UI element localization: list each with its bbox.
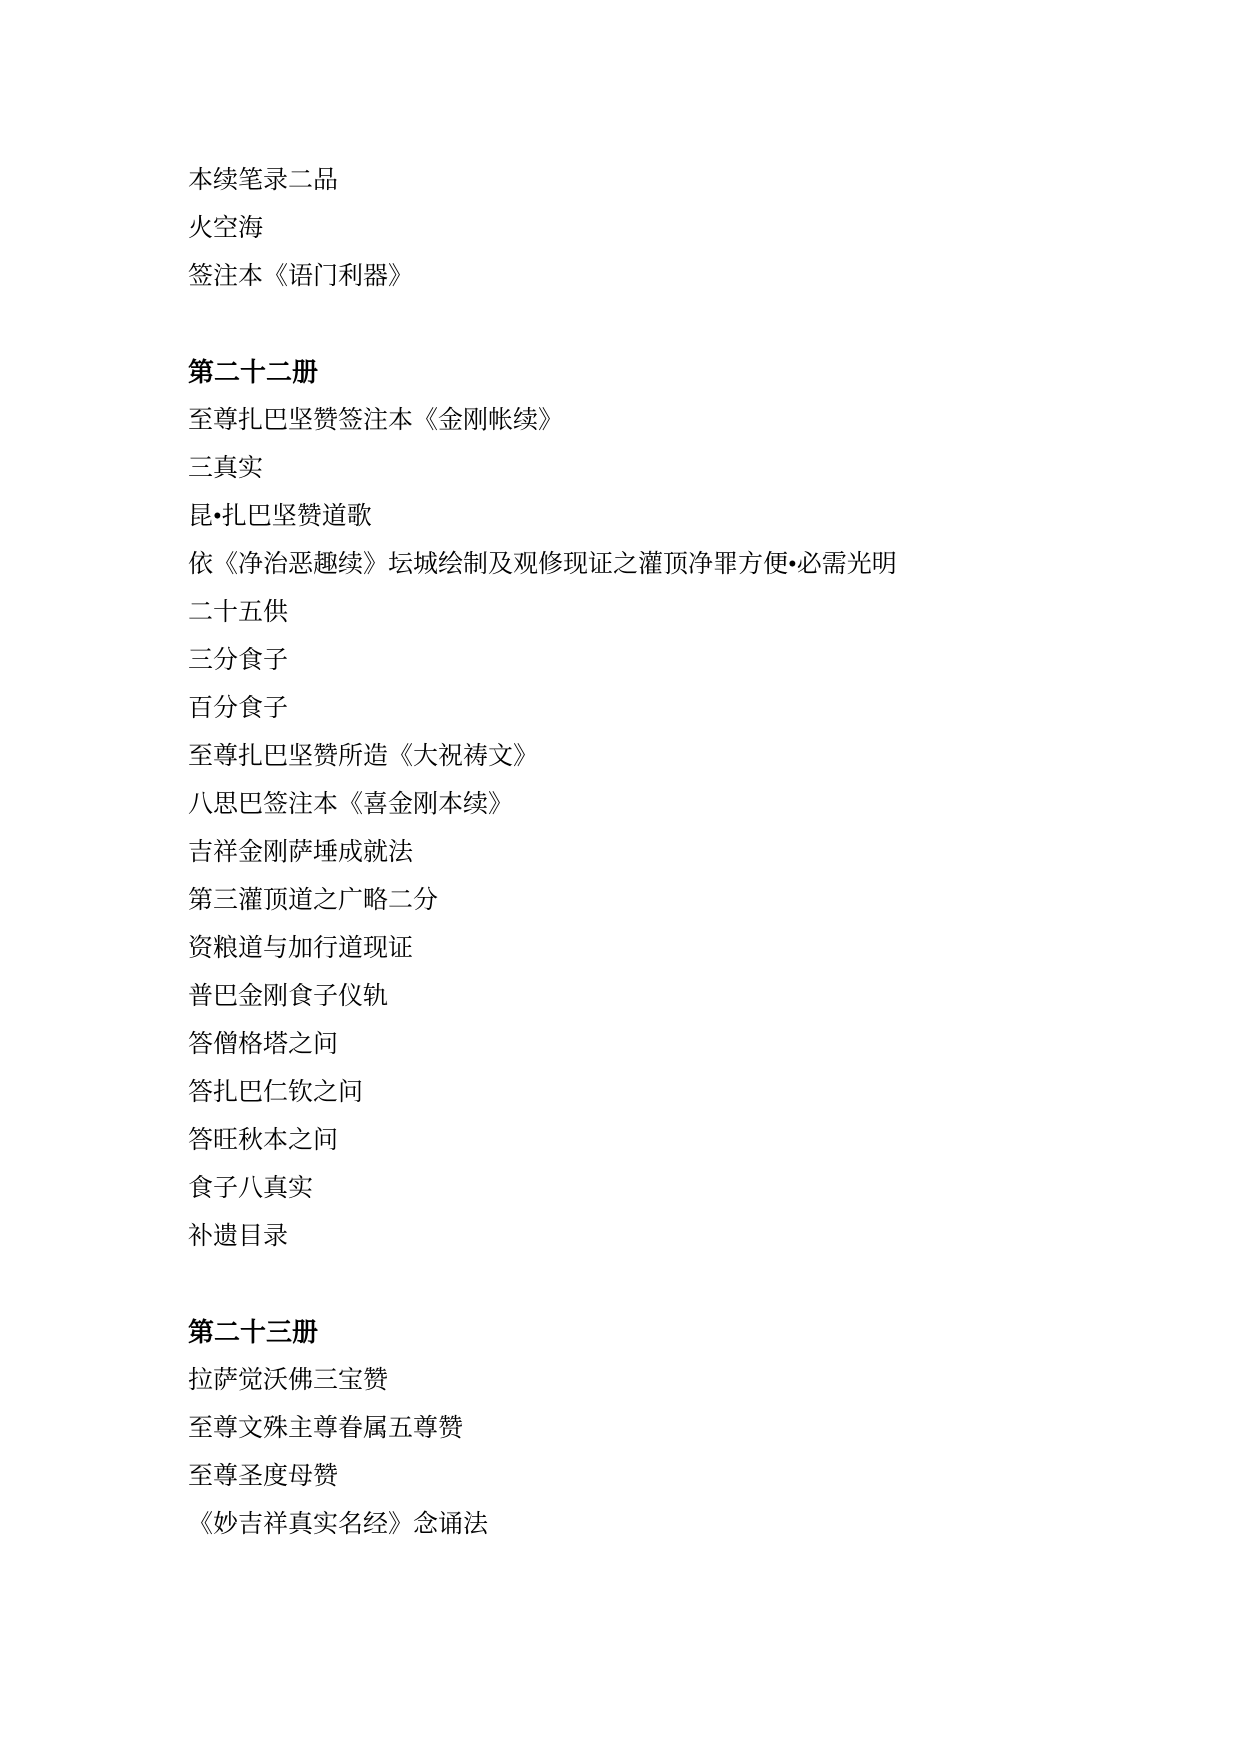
toc-line: 至尊扎巴坚赞所造《大祝祷文》 bbox=[188, 743, 539, 770]
toc-section bbox=[188, 1309, 1180, 1549]
toc-line: 普巴金刚食子仪轨 bbox=[188, 983, 389, 1010]
toc-line: 三真实 bbox=[188, 455, 264, 482]
toc-line: 昆•扎巴坚赞道歌 bbox=[188, 503, 372, 530]
document-content bbox=[188, 157, 1180, 1549]
toc-line: 至尊圣度母赞 bbox=[188, 1463, 339, 1490]
toc-line: 《妙吉祥真实名经》念诵法 bbox=[188, 1511, 489, 1538]
toc-line: 二十五供 bbox=[188, 599, 289, 626]
toc-line: 第三灌顶道之广略二分 bbox=[188, 887, 439, 914]
toc-line: 百分食子 bbox=[188, 695, 289, 722]
toc-line: 资粮道与加行道现证 bbox=[188, 935, 414, 962]
toc-line: 答旺秋本之问 bbox=[188, 1127, 339, 1154]
section-heading: 第二十二册 bbox=[188, 358, 319, 387]
toc-line: 三分食子 bbox=[188, 647, 289, 674]
toc-line: 答僧格塔之问 bbox=[188, 1031, 339, 1058]
toc-line: 依《净治恶趣续》坛城绘制及观修现证之灌顶净罪方便•必需光明 bbox=[188, 551, 897, 578]
toc-section bbox=[188, 157, 1180, 301]
toc-section bbox=[188, 349, 1180, 1261]
toc-line: 食子八真实 bbox=[188, 1175, 314, 1202]
toc-line: 八思巴签注本《喜金刚本续》 bbox=[188, 791, 514, 818]
toc-line: 至尊文殊主尊眷属五尊赞 bbox=[188, 1415, 464, 1442]
toc-line: 答扎巴仁钦之问 bbox=[188, 1079, 364, 1106]
toc-line: 拉萨觉沃佛三宝赞 bbox=[188, 1367, 389, 1394]
toc-line: 吉祥金刚萨埵成就法 bbox=[188, 839, 414, 866]
toc-line: 签注本《语门利器》 bbox=[188, 263, 414, 290]
toc-line: 火空海 bbox=[188, 215, 264, 242]
toc-line: 补遗目录 bbox=[188, 1223, 289, 1250]
section-heading: 第二十三册 bbox=[188, 1318, 319, 1347]
toc-line: 本续笔录二品 bbox=[188, 167, 339, 194]
toc-line: 至尊扎巴坚赞签注本《金刚帐续》 bbox=[188, 407, 564, 434]
